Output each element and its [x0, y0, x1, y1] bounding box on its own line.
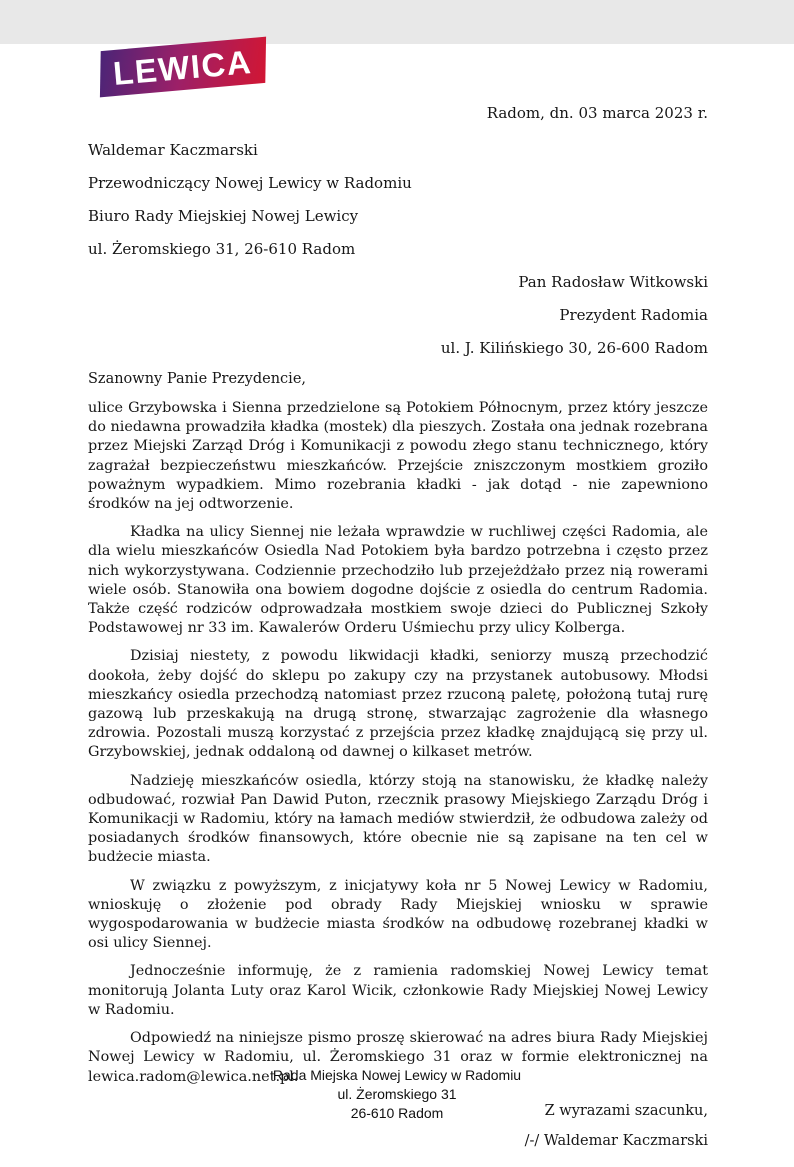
- sender-title: Przewodniczący Nowej Lewicy w Radomiu: [88, 174, 412, 192]
- body-paragraph-1: ulice Grzybowska i Sienna przedzielone są Potokiem Północnym, przez który jeszcze do niedawna prowadziła kładka (mostek) dla pieszych. Została ona jednak rozebrana przez Miejski Zarząd Dróg i Komunikacji z powodu złego stanu technicznego, który zagrażał bezpieczeństwu mieszkańców. Przejście zniszczonym mostkiem groziło poważnym wypadkiem. Mimo rozebrania kładki - jak dotąd - nie zapewniono środków na jej odtworzenie.: [88, 400, 708, 513]
- footer-block: [0, 1066, 794, 1123]
- footer-street: ul. Żeromskiego 31: [337, 1086, 457, 1102]
- recipient-block: [88, 272, 708, 358]
- footer-org: Rada Miejska Nowej Lewicy w Radomiu: [272, 1067, 522, 1083]
- recipient-title: Prezydent Radomia: [559, 306, 708, 324]
- closing-phrase: Z wyrazami szacunku,: [544, 1102, 708, 1119]
- lewica-logo-text: LEWICA: [112, 42, 254, 92]
- body-paragraph-3: Dzisiaj niestety, z powodu likwidacji kładki, seniorzy muszą przechodzić dookoła, żeby dojść do sklepu po zakupy czy na przystanek autobusowy. Młodsi mieszkańcy osiedla przechodzą natomiast przez rzuconą paletę, położoną tutaj rurę gazową lub przeskakują na drugą stronę, stwarzając zagrożenie dla własnego zdrowia. Pozostali muszą korzystać z przejścia przez kładkę znajdującą się przy ul. Grzybowskiej, jednak oddaloną od dawnej o kilkaset metrów.: [88, 648, 708, 761]
- body-paragraph-4: Nadzieję mieszkańców osiedla, którzy stoją na stanowisku, że kładkę należy odbudować, rozwiał Pan Dawid Puton, rzecznik prasowy Miejskiego Zarządu Dróg i Komunikacji w Radomiu, który na łamach mediów stwierdził, że odbudowa zależy od posiadanych środków finansowych, które obecnie nie są zapisane na ten cel w budżecie miasta.: [88, 772, 708, 866]
- letter-page: [0, 44, 794, 1167]
- body-paragraph-7: Odpowiedź na niniejsze pismo proszę skierować na adres biura Rady Miejskiej Nowej Lewicy w Radomiu, ul. Żeromskiego 31 oraz w formie elektronicznej na lewica.radom@lewica.net.pl.: [88, 1030, 708, 1085]
- date-line: Radom, dn. 03 marca 2023 r.: [486, 104, 708, 122]
- recipient-name: Pan Radosław Witkowski: [518, 273, 708, 291]
- footer-city: 26-610 Radom: [350, 1105, 444, 1121]
- sender-office: Biuro Rady Miejskiej Nowej Lewicy: [88, 207, 359, 225]
- sender-address: ul. Żeromskiego 31, 26-610 Radom: [88, 240, 356, 258]
- body-paragraph-5: W związku z powyższym, z inicjatywy koła nr 5 Nowej Lewicy w Radomiu, wnioskuję o złożenie pod obrady Rady Miejskiej wniosku w sprawie wygospodarowania w budżecie miasta środków na odbudowę rozebranej kładki w osi ulicy Siennej.: [88, 877, 708, 952]
- lewica-logo: [100, 37, 266, 98]
- recipient-address: ul. J. Kilińskiego 30, 26-600 Radom: [440, 339, 708, 357]
- body-paragraph-2: Kładka na ulicy Siennej nie leżała wprawdzie w ruchliwej części Radomia, ale dla wielu mieszkańców Osiedla Nad Potokiem była bardzo potrzebna i często przez nich wykorzystywana. Codziennie przechodziło lub przejeżdżało przez nią rowerami wiele osób. Stanowiła ona bowiem dogodne dojście z osiedla do centrum Radomia. Także część rodziców odprowadzała mostkiem swoje dzieci do Publicznej Szkoły Podstawowej nr 33 im. Kawalerów Orderu Uśmiechu przy ulicy Kolberga.: [88, 524, 708, 637]
- letter-content: [0, 44, 794, 1149]
- sender-name: Waldemar Kaczmarski: [88, 141, 258, 159]
- sender-block: [88, 140, 708, 259]
- body-paragraph-6: Jednocześnie informuję, że z ramienia radomskiej Nowej Lewicy temat monitorują Jolanta Luty oraz Karol Wicik, członkowie Rady Miejskiej Nowej Lewicy w Radomiu.: [88, 963, 708, 1018]
- signature-line: /-/ Waldemar Kaczmarski: [524, 1132, 708, 1149]
- salutation: Szanowny Panie Prezydencie,: [88, 371, 307, 387]
